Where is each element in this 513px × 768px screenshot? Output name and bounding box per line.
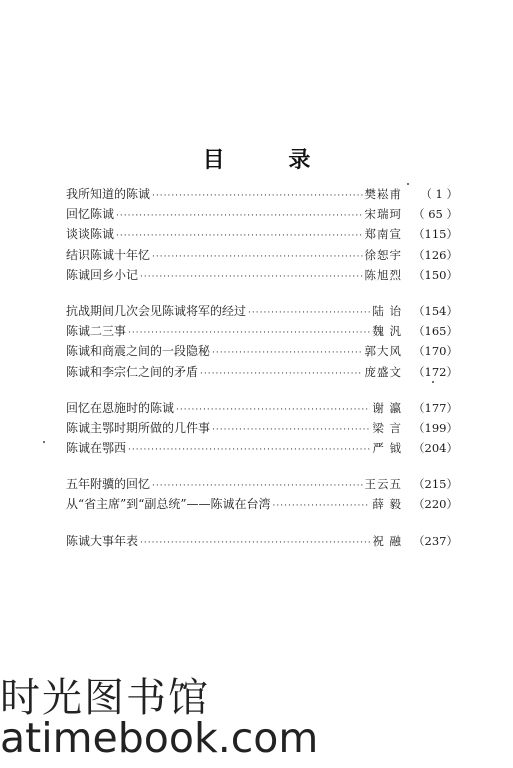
dot-leader xyxy=(200,364,362,384)
dot-leader xyxy=(128,323,370,343)
entry-author: 徐恕宇 xyxy=(364,247,402,262)
entry-title: 结识陈诚十年忆 xyxy=(66,247,151,262)
dot-leader xyxy=(212,420,370,440)
entry-page: （204） xyxy=(413,441,458,456)
toc-group xyxy=(66,398,458,459)
entry-author: 严 钺 xyxy=(372,441,402,456)
entry-title: 从“省主席”到“副总统”——陈诚在台湾 xyxy=(66,497,271,512)
entry-title: 陈诚在鄂西 xyxy=(66,441,127,456)
toc-entry xyxy=(66,224,458,244)
toc-entry xyxy=(66,301,458,321)
entry-author: 谢 瀛 xyxy=(372,400,402,415)
entry-author: 魏 汎 xyxy=(372,324,402,339)
entry-title: 陈诚回乡小记 xyxy=(66,267,139,282)
toc-entry xyxy=(66,341,458,361)
entry-title: 我所知道的陈诚 xyxy=(66,187,151,201)
entry-author: 梁 言 xyxy=(372,420,402,435)
table-of-contents xyxy=(66,184,458,567)
entry-page: （215） xyxy=(413,477,458,492)
dot-leader xyxy=(273,496,371,516)
entry-page: （ 65 ） xyxy=(413,207,458,222)
toc-group xyxy=(66,301,458,382)
toc-entry xyxy=(66,204,458,224)
toc-entry xyxy=(66,418,458,438)
dot-leader xyxy=(176,400,370,420)
dot-leader xyxy=(152,476,362,496)
toc-entry xyxy=(66,362,458,382)
entry-page: （150） xyxy=(413,267,458,282)
entry-author: 宋瑞珂 xyxy=(364,207,402,222)
dot-leader xyxy=(116,206,362,226)
toc-group xyxy=(66,531,458,551)
toc-entry xyxy=(66,398,458,418)
entry-author: 王云五 xyxy=(364,477,402,492)
dot-leader xyxy=(212,343,362,363)
entry-title: 陈诚和商震之间的一段隐秘 xyxy=(66,344,211,359)
entry-author: 郑南宣 xyxy=(364,227,402,242)
entry-title: 谈谈陈诚 xyxy=(66,227,115,242)
entry-title: 回忆在恩施时的陈诚 xyxy=(66,400,175,415)
entry-author: 陆 诒 xyxy=(372,303,402,318)
dot-leader xyxy=(128,440,370,460)
entry-author: 薛 毅 xyxy=(372,497,402,512)
entry-page: （237） xyxy=(413,533,458,548)
entry-title: 陈诚大事年表 xyxy=(66,533,139,548)
entry-author: 樊崧甫 xyxy=(364,187,402,201)
entry-author: 陈旭烈 xyxy=(364,267,402,282)
toc-entry xyxy=(66,531,458,551)
entry-title: 陈诚和李宗仁之间的矛盾 xyxy=(66,364,199,379)
entry-page: （165） xyxy=(413,324,458,339)
entry-page: （154） xyxy=(413,303,458,318)
toc-entry xyxy=(66,245,458,265)
entry-page: （199） xyxy=(413,420,458,435)
scan-speck xyxy=(43,441,45,443)
entry-page: （126） xyxy=(413,247,458,262)
dot-leader xyxy=(116,226,362,246)
toc-group xyxy=(66,184,458,285)
entry-page: （172） xyxy=(413,364,458,379)
entry-title: 抗战期间几次会见陈诚将军的经过 xyxy=(66,303,247,318)
entry-page: （ 1 ） xyxy=(420,187,458,201)
toc-entry xyxy=(66,474,458,494)
entry-page: （115） xyxy=(413,227,458,242)
toc-entry xyxy=(66,438,458,458)
dot-leader xyxy=(152,186,362,206)
entry-title: 五年附骥的回忆 xyxy=(66,477,151,492)
dot-leader xyxy=(152,247,362,267)
dot-leader xyxy=(248,303,370,323)
entry-author: 庞盛文 xyxy=(364,364,402,379)
watermark-site-name: 时光图书馆 xyxy=(0,675,210,721)
scan-speck xyxy=(407,183,409,185)
entry-author: 祝 融 xyxy=(372,533,402,548)
page-title: 目 录 xyxy=(202,148,339,173)
scan-speck xyxy=(432,381,434,383)
entry-page: （177） xyxy=(413,400,458,415)
entry-author: 郭大风 xyxy=(364,344,402,359)
entry-title: 回忆陈诚 xyxy=(66,207,115,222)
entry-page: （170） xyxy=(413,344,458,359)
entry-title: 陈诚二三事 xyxy=(66,324,127,339)
dot-leader xyxy=(140,267,362,287)
dot-leader xyxy=(140,533,370,553)
entry-title: 陈诚主鄂时期所做的几件事 xyxy=(66,420,211,435)
toc-group xyxy=(66,474,458,514)
watermark-url: atimebook.com xyxy=(0,714,319,762)
entry-page: （220） xyxy=(413,497,458,512)
toc-entry xyxy=(66,265,458,285)
toc-entry xyxy=(66,184,458,204)
toc-entry xyxy=(66,321,458,341)
toc-entry xyxy=(66,494,458,514)
